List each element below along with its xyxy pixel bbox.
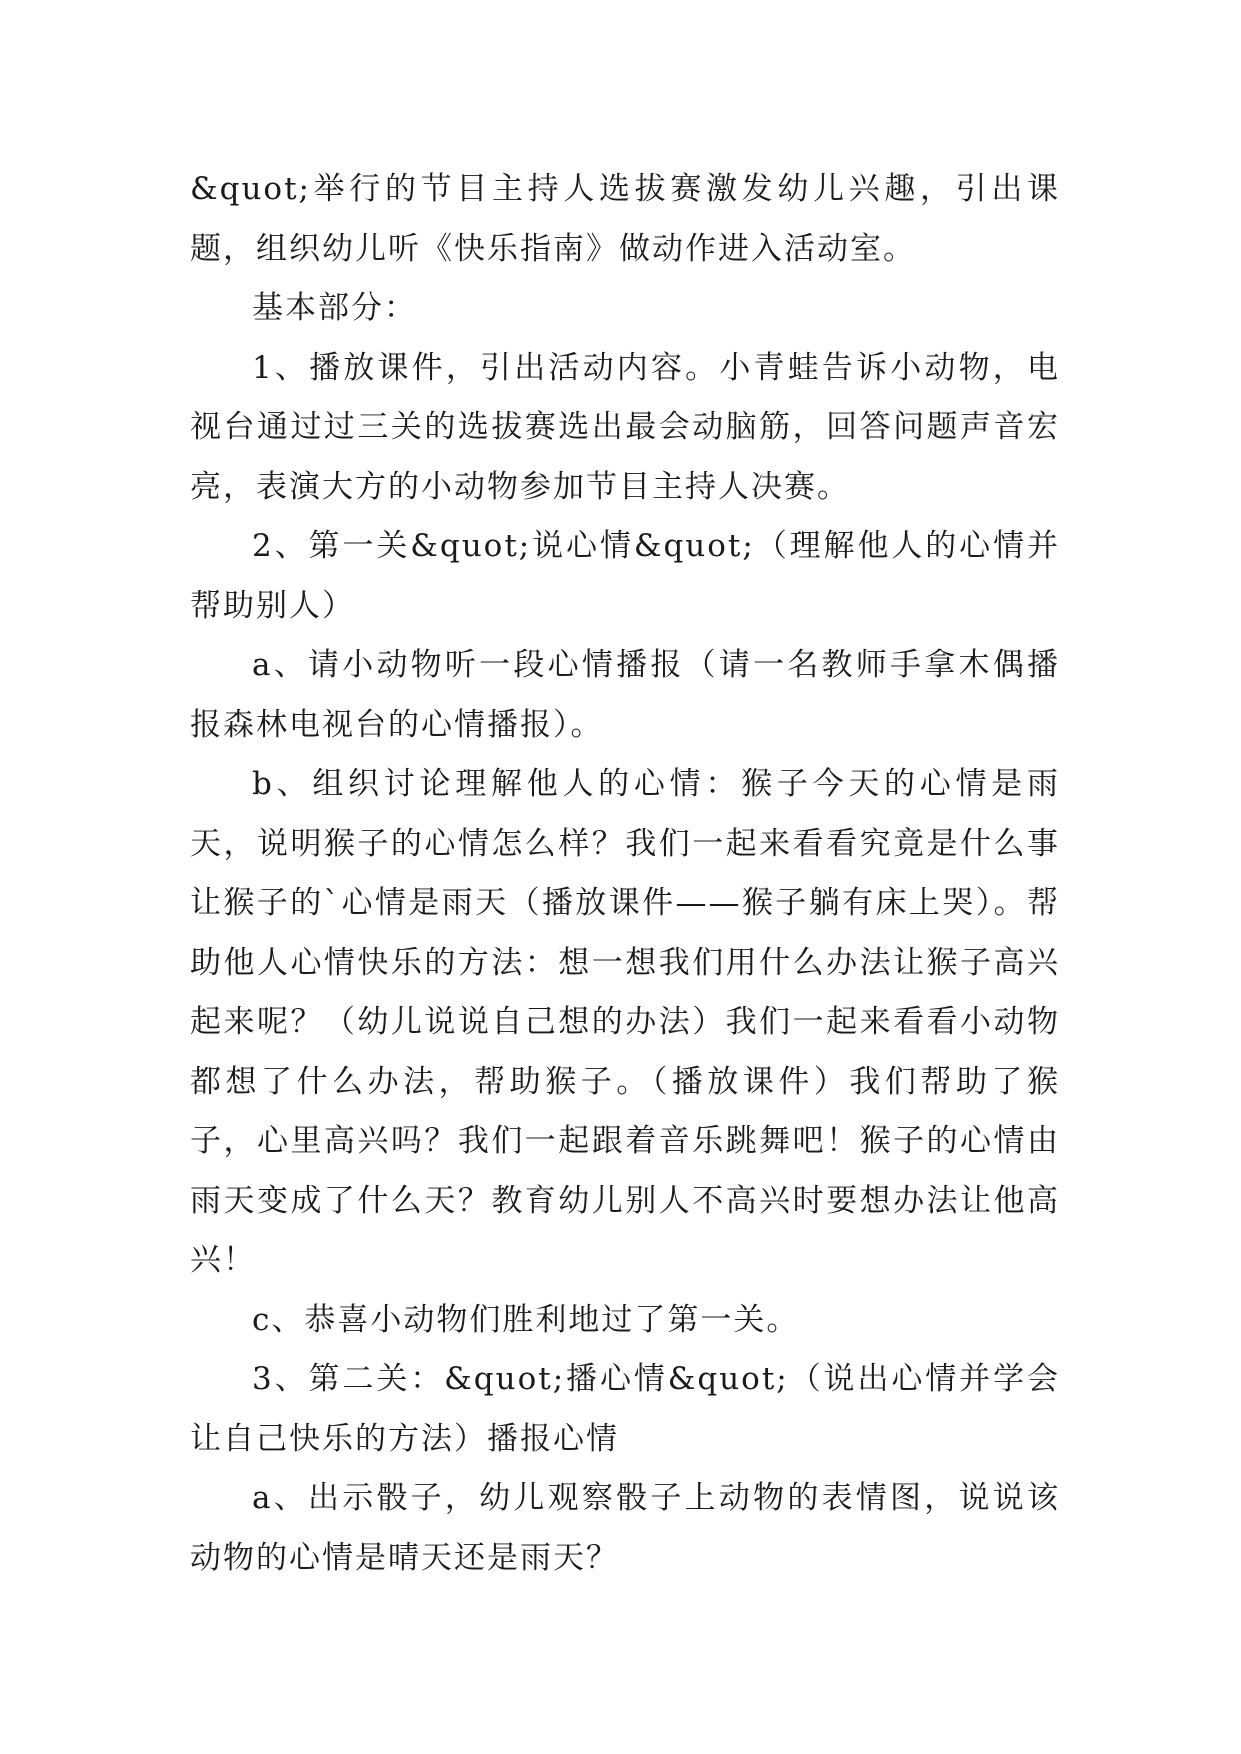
paragraph-step-3a: a、出示骰子，幼儿观察骰子上动物的表情图，说说该动物的心情是晴天还是雨天？ [190, 1480, 1060, 1576]
paragraph-step-1: 1、播放课件，引出活动内容。小青蛙告诉小动物，电视台通过过三关的选拔赛选出最会动脑筋，回答问题声音宏亮，表演大方的小动物参加节目主持人决赛。 [190, 349, 1060, 505]
paragraph-intro-continued: &quot;举行的节目主持人选拔赛激发幼儿兴趣，引出课题，组织幼儿听《快乐指南》做动作进入活动室。 [190, 171, 1060, 267]
paragraph-step-2c: c、恭喜小动物们胜利地过了第一关。 [252, 1301, 800, 1338]
paragraph-step-3: 3、第二关：&quot;播心情&quot;（说出心情并学会让自己快乐的方法）播报心情 [190, 1361, 1060, 1457]
paragraph-step-2b: b、组织讨论理解他人的心情：猴子今天的心情是雨天，说明猴子的心情怎么样？我们一起来看看究竟是什么事让猴子的`心情是雨天（播放课件——猴子躺有床上哭）。帮助他人心情快乐的方法：想一想我们用什么办法让猴子高兴起来呢？（幼儿说说自己想的办法）我们一起来看看小动物都想了什么办法，帮助猴子。（播放课件）我们帮助了猴子，心里高兴吗？我们一起跟着音乐跳舞吧！猴子的心情由雨天变成了什么天？教育幼儿别人不高兴时要想办法让他高兴！ [190, 766, 1060, 1278]
paragraph-step-2a: a、请小动物听一段心情播报（请一名教师手拿木偶播报森林电视台的心情播报）。 [190, 647, 1060, 743]
paragraph-step-2: 2、第一关&quot;说心情&quot;（理解他人的心情并帮助别人） [190, 528, 1060, 624]
section-heading-basic-part: 基本部分： [252, 290, 417, 326]
document-body [190, 160, 1060, 1588]
